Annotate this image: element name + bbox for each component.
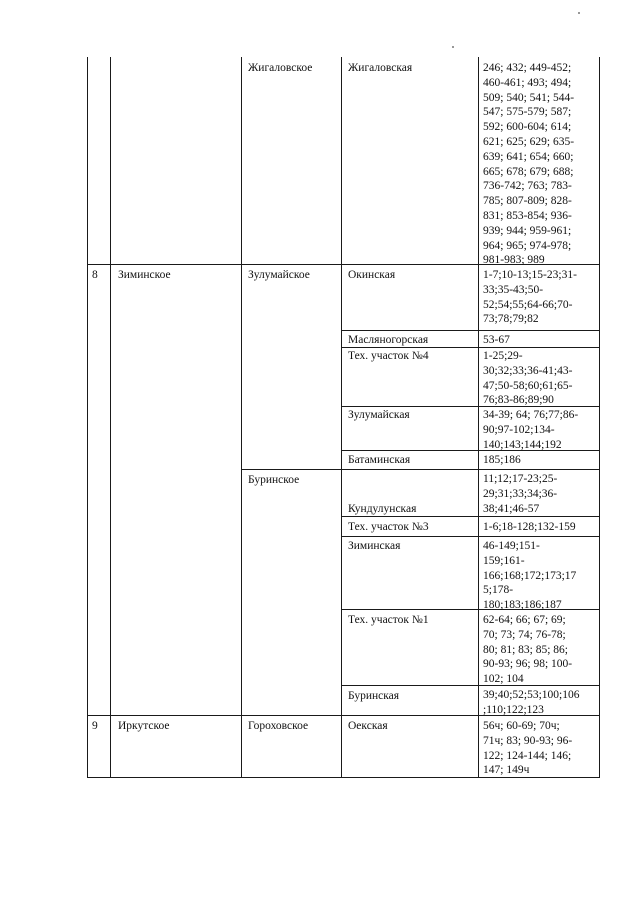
quarters-cell: 56ч; 60-69; 70ч; 71ч; 83; 90-93; 96- 122; 124-144; 146; 147; 149ч xyxy=(483,720,573,777)
sub-forestry-cell: Зиминская xyxy=(348,540,401,552)
row-number-cell: 9 xyxy=(92,720,98,732)
sub-forestry-cell: Окинская xyxy=(348,269,396,281)
forestry-cell: Буринское xyxy=(248,474,300,486)
table-border-left xyxy=(87,57,88,777)
quarters-cell: 11;12;17-23;25- 29;31;33;34;36- 38;41;46-57 xyxy=(483,473,558,515)
quarters-cell: 34-39; 64; 76;77;86- 90;97-102;134- 140;143;144;192 xyxy=(483,409,579,451)
table-border-right xyxy=(599,57,600,777)
quarters-cell: 1-6;18-128;132-159 xyxy=(483,521,576,533)
row-divider xyxy=(241,469,600,470)
quarters-cell: 1-25;29- 30;32;33;36-41;43- 47;50-58;60;61;65- 76;83-86;89;90 xyxy=(483,350,573,407)
sub-forestry-cell: Буринская xyxy=(348,690,400,702)
scan-speck xyxy=(452,46,454,48)
column-divider-1 xyxy=(110,57,111,777)
district-cell: Зиминское xyxy=(118,269,171,281)
forestry-cell: Жигаловское xyxy=(248,62,313,74)
quarters-cell: 62-64; 66; 67; 69; 70; 73; 74; 76-78; 80; 81; 83; 85; 86; 90-93; 96; 98; 100- 102; 104 xyxy=(483,614,573,686)
column-divider-4 xyxy=(478,57,479,777)
sub-forestry-cell: Жигаловская xyxy=(348,62,413,74)
quarters-cell: 53-67 xyxy=(483,334,510,346)
row-divider xyxy=(341,536,600,537)
sub-forestry-cell: Батаминская xyxy=(348,454,411,466)
row-divider xyxy=(341,330,600,331)
column-divider-3 xyxy=(341,57,342,777)
forestry-cell: Зулумайское xyxy=(248,269,310,281)
row-number-cell: 8 xyxy=(92,269,98,281)
sub-forestry-cell: Тех. участок №4 xyxy=(348,350,429,362)
quarters-cell: 39;40;52;53;100;106 ;110;122;123 xyxy=(483,689,580,716)
sub-forestry-cell: Зулумайская xyxy=(348,409,410,421)
sub-forestry-cell: Масляногорская xyxy=(348,334,429,346)
quarters-cell: 46-149;151- 159;161- 166;168;172;173;17 5;178- 180;183;186;187 xyxy=(483,540,577,612)
quarters-cell: 1-7;10-13;15-23;31- 33;35-43;50- 52;54;55;64-66;70- 73;78;79;82 xyxy=(483,269,577,326)
quarters-cell: 185;186 xyxy=(483,454,521,466)
sub-forestry-cell: Оекская xyxy=(348,720,388,732)
quarters-cell: 246; 432; 449-452; 460-461; 493; 494; 509; 540; 541; 544- 547; 575-579; 587; 592; 600-604; 614; 621; 625; 629; 635- 639; 641; 654; 660; 665; 678; 679; 688; 736-742; 763; 783- 785; 807-809; 828- 831; 853-854; 936- 939; 944; 959-961; 964; 965; 974-978; 981-983; 989 xyxy=(483,62,575,267)
column-divider-2 xyxy=(241,57,242,777)
sub-forestry-cell: Тех. участок №3 xyxy=(348,521,429,533)
forestry-cell: Гороховское xyxy=(248,720,309,732)
sub-forestry-cell: Кундулунская xyxy=(348,503,417,515)
scan-speck xyxy=(578,12,580,14)
district-cell: Иркутское xyxy=(118,720,170,732)
sub-forestry-cell: Тех. участок №1 xyxy=(348,614,429,626)
